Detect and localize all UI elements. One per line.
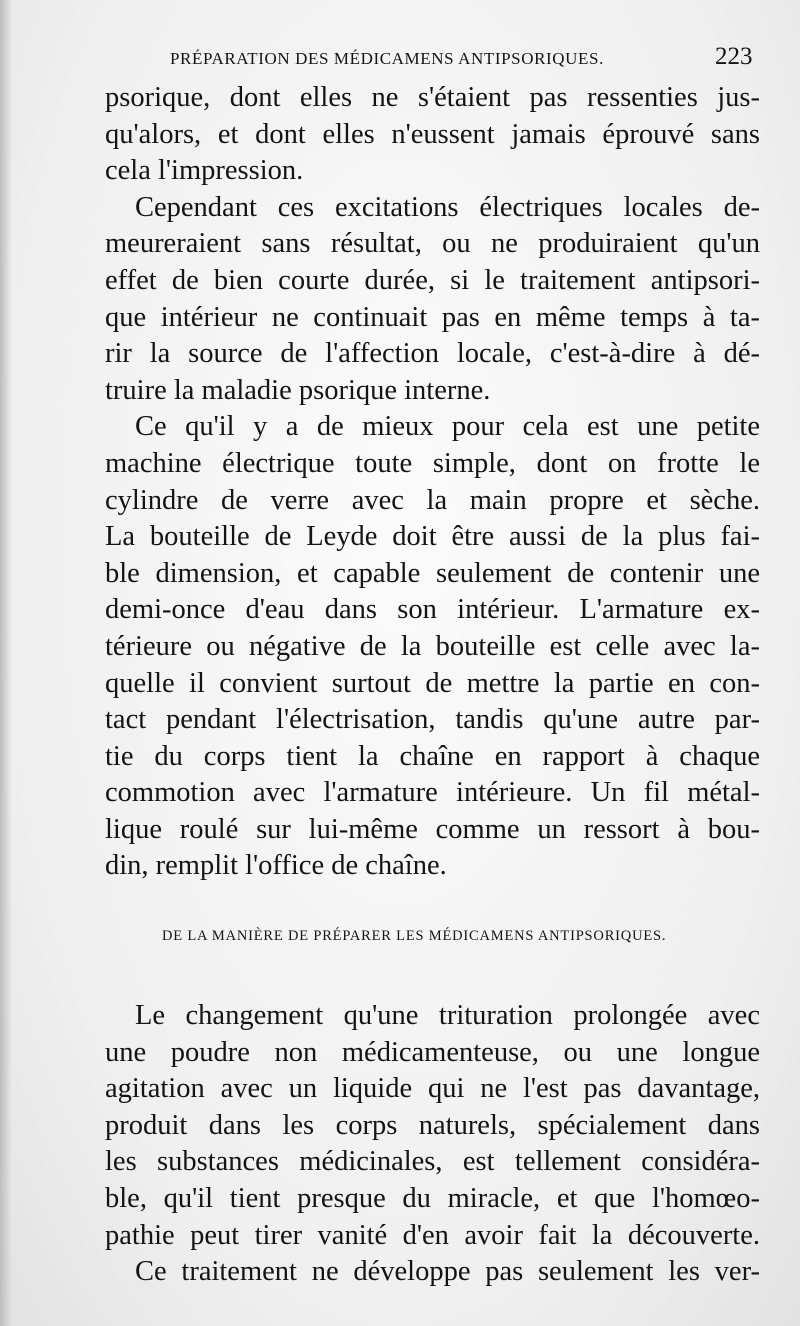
text-line: produit dans les corps naturels, spécialement dans [105,1109,760,1141]
text-line: psorique, dont elles ne s'étaient pas ressenties jus- [105,82,760,113]
text-line: une poudre non médicamenteuse, ou une longue [105,1036,760,1068]
text-line: tie du corps tient la chaîne en rapport à chaque [105,740,760,772]
running-head-title: PRÉPARATION DES MÉDICAMENS ANTIPSORIQUES. [170,49,604,68]
running-head [170,44,770,74]
text-line: La bouteille de Leyde doit être aussi de la plus fai- [105,521,760,553]
text-line: truire la maladie psorique interne. [105,374,491,406]
text-line: demi-once d'eau dans son intérieur. L'armature ex- [105,594,760,626]
text-line: din, remplit l'office de chaîne. [105,850,447,882]
text-line: lique roulé sur lui-même comme un ressort à bou- [105,813,760,845]
text-line: ble, qu'il tient presque du miracle, et que l'homœo- [105,1182,760,1214]
text-line: qu'alors, et dont elles n'eussent jamais éprouvé sans [105,118,760,150]
text-line: machine électrique toute simple, dont on frotte le [105,447,760,479]
text-block-bottom [105,998,760,1291]
text-line: tact pendant l'électrisation, tandis qu'une autre par- [105,704,760,736]
text-line: que intérieur ne continuait pas en même temps à ta- [105,301,760,333]
section-heading: DE LA MANIÈRE DE PRÉPARER LES MÉDICAMENS ANTIPSORIQUES. [162,928,667,944]
text-line: Ce traitement ne développe pas seulement les ver- [135,1256,760,1288]
text-line: cela l'impression. [105,155,304,187]
text-block-top [105,80,760,885]
text-line: pathie peut tirer vanité d'en avoir fait la découverte. [105,1219,760,1251]
text-line: les substances médicinales, est tellement considéra- [105,1146,760,1178]
text-line: Le changement qu'une trituration prolongée avec [135,1000,760,1031]
text-line: commotion avec l'armature intérieure. Un fil métal- [105,777,760,809]
text-line: ble dimension, et capable seulement de contenir une [105,557,760,589]
text-line: térieure ou négative de la bouteille est celle avec la- [105,630,760,662]
page-edge-shadow [0,0,12,1326]
text-line: quelle il convient surtout de mettre la partie en con- [105,667,760,699]
text-line: agitation avec un liquide qui ne l'est pas davantage, [105,1073,760,1105]
text-line: cylindre de verre avec la main propre et sèche. [105,484,760,516]
text-line: meureraient sans résultat, ou ne produiraient qu'un [105,228,760,260]
text-line: Ce qu'il y a de mieux pour cela est une petite [135,411,760,443]
text-line: rir la source de l'affection locale, c'est-à-dire à dé- [105,338,760,370]
page-number: 223 [715,43,753,70]
text-line: effet de bien courte durée, si le traitement antipsori- [105,264,760,296]
text-line: Cependant ces excitations électriques locales de- [135,191,760,223]
